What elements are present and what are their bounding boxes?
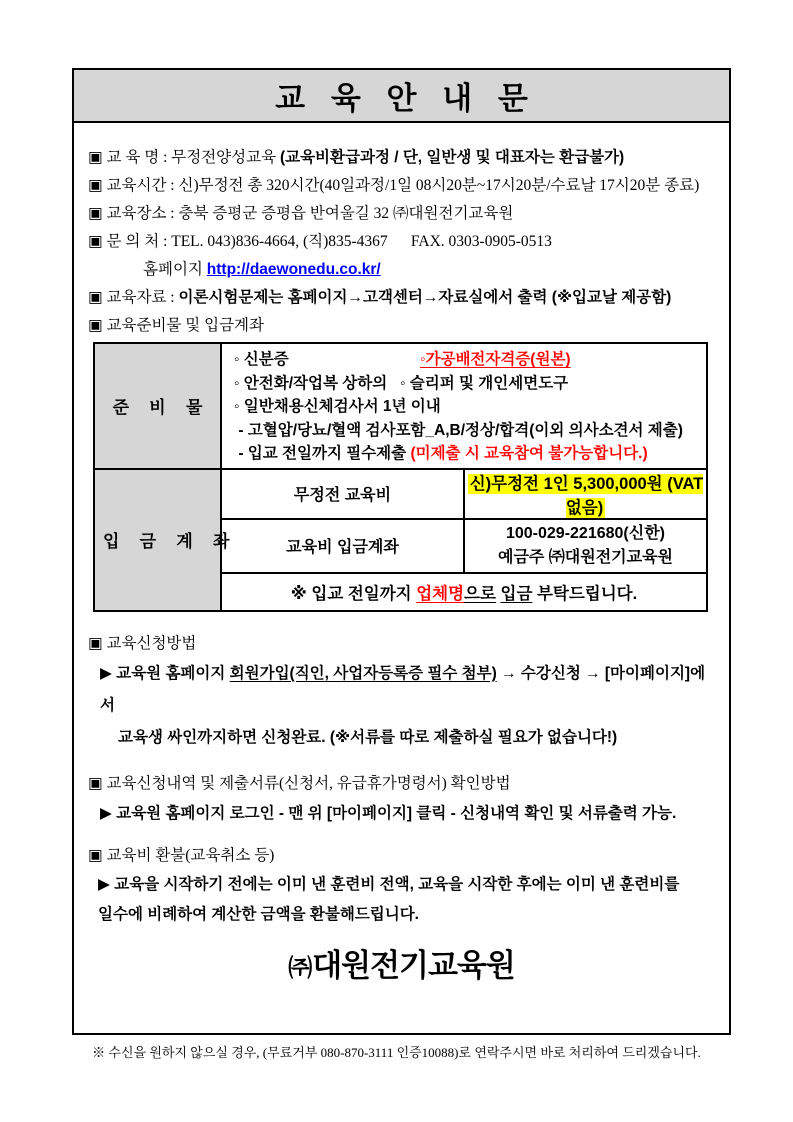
deposit-note-pre: ※ 입교 전일까지 [290,584,417,603]
prep-line-5 [234,442,702,466]
apply-history-header: ▣ 교육신청내역 및 제출서류(신청서, 유급휴가명령서) 확인방법 [88,774,511,792]
refund-header: ▣ 교육비 환불(교육취소 등) [88,846,275,864]
prep-line-2 [234,372,702,396]
document-body [74,123,729,994]
refund-policy-line1: ▶ 교육을 시작하기 전에는 이미 낸 훈련비 전액, 교육을 시작한 후에는 이미 낸 훈련비를 [98,875,680,893]
edu-material-text: 이론시험문제는 홈페이지→고객센터→자료실에서 출력 (※입교날 제공함) [178,289,672,306]
apply-method-header: ▣ 교육신청방법 [88,634,197,652]
prep-line-4: - 고혈압/당뇨/혈액 검사포함_A,B/정상/합격(이외 의사소견서 제출) [234,421,683,439]
fee-value-cell [464,469,707,519]
homepage-line [88,256,715,284]
apply-step-signup: 회원가입(직인, 사업자등록증 필수 첨부) [229,664,497,682]
apply-step-post: → 수강신청 → [마이페이지]에서 [100,664,706,714]
deposit-note-post: 부탁드립니다. [532,584,638,603]
prep-safety-wear: ◦ 안전화/작업복 상하의 [234,374,388,392]
apply-history-step: ▶ 교육원 홈페이지 로그인 - 맨 위 [마이페이지] 클릭 - 신청내역 확인 및 서류출력 가능. [100,804,677,822]
contact-line: ▣ 문 의 처 : TEL. 043)836-4664, (직)835-4367 FAX. 0303-0905-0513 [88,233,552,250]
homepage-label: 홈페이지 [143,261,207,278]
edu-time-line: ▣ 교육시간 : 신)무정전 총 320시간(40일과정/1일 08시20분~17시20분/수료날 17시20분 종료) [88,177,700,194]
opt-out-notice: ※ 수신을 원하지 않으실 경우, (무료거부 080-870-3111 인증10088)로 연락주시면 바로 처리하여 드리겠습니다. [92,1045,701,1060]
edu-name-text: ▣ 교 육 명 : 무정전양성교육 [88,149,280,166]
prep-line-1 [234,348,702,372]
prep-id-card: ◦ 신분증 [234,351,289,368]
deposit-note-company: 업체명 [416,584,465,603]
refund-policy-line2: 일수에 비례하여 계산한 금액을 환불해드립니다. [98,905,419,923]
edu-place-line: ▣ 교육장소 : 충북 증평군 증평읍 반여울길 32 ㈜대원전기교육원 [88,205,514,222]
prep-deadline-text: - 입교 전일까지 필수제출 [234,445,411,462]
account-number: 100-029-221680(신한) [505,524,665,542]
edu-name-line [88,144,715,172]
table-row [94,343,707,469]
edu-name-note: (교육비환급과정 / 단, 일반생 및 대표자는 환급불가) [279,149,625,166]
notice-document [72,68,731,1035]
account-value-cell [464,519,707,573]
fee-label-cell: 무정전 교육비 [221,469,464,519]
deposit-note-payment: 입금 [500,584,533,603]
prep-slippers: ◦ 슬리퍼 및 개인세면도구 [400,374,569,392]
company-logo-mark: ㈜ [288,954,313,982]
apply-step-pre: ▶ 교육원 홈페이지 [100,664,230,682]
prep-deadline-warning: (미제출 시 교육참여 불가능합니다.) [410,445,648,462]
deposit-note-cell [221,573,707,611]
account-holder: 예금주 ㈜대원전기교육원 [497,548,673,566]
prep-line-3: ◦ 일반채용신체검사서 1년 이내 [234,398,441,415]
prep-account-table [93,342,708,612]
prep-account-header: ▣ 교육준비물 및 입금계좌 [88,317,265,334]
homepage-link[interactable]: http://daewonedu.co.kr/ [206,261,381,278]
page-title: 교 육 안 내 문 [275,81,537,116]
apply-method-step-cont: 교육생 싸인까지하면 신청완료. (※서류를 따로 제출하실 필요가 없습니다!) [118,728,618,746]
table-row [94,469,707,519]
account-label-cell: 교육비 입금계좌 [221,519,464,573]
prep-items-cell [221,343,707,469]
deposit-note-suffix1: 으로 [464,584,496,603]
company-logo [88,944,715,994]
edu-material-line [88,284,715,312]
prep-license-required: ◦가공배전자격증(원본) [420,351,571,368]
company-logo-text: 대원전기교육원 [312,947,515,983]
title-bar [74,70,729,123]
prep-row-header: 준 비 물 [94,343,221,469]
apply-method-step [88,658,715,722]
fee-highlighted-value: 신)무정전 1인 5,300,000원 (VAT없음) [469,474,704,517]
account-row-header: 입 금 계 좌 [94,469,221,611]
edu-material-label: ▣ 교육자료 : [88,289,179,306]
